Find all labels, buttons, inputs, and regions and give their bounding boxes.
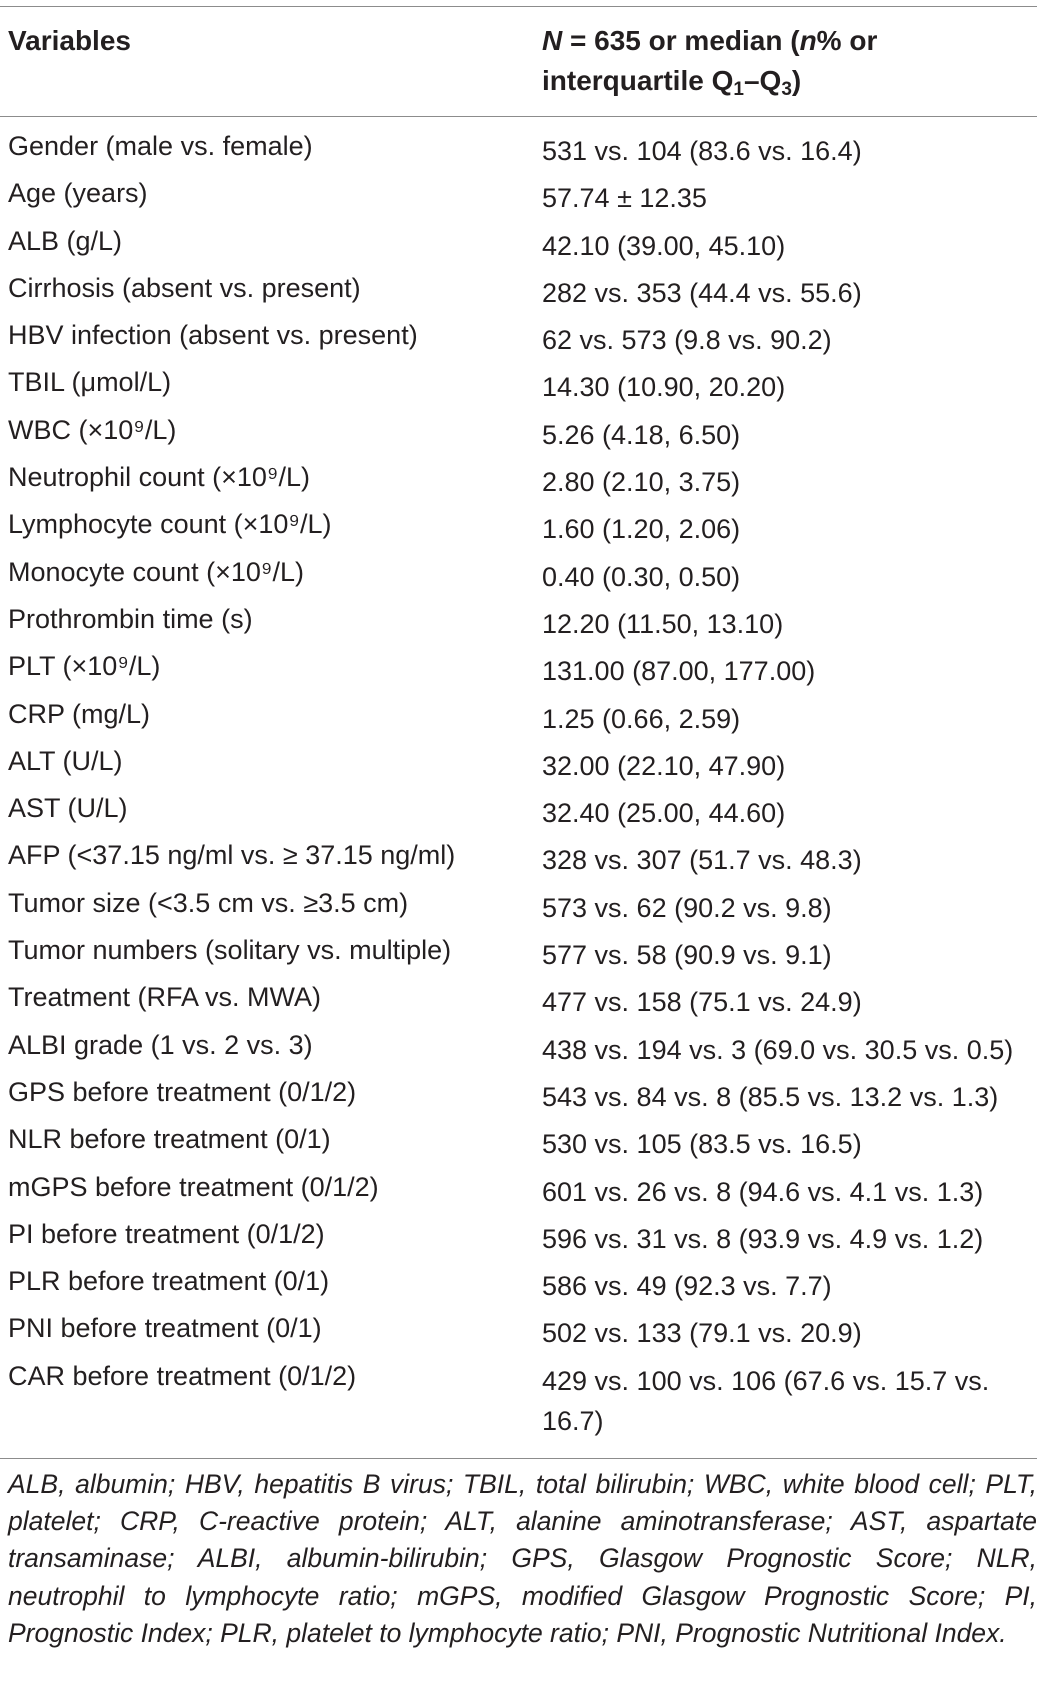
- table-row: [0, 696, 1043, 743]
- table-row: [0, 128, 1043, 175]
- row-variable: WBC (×10⁹/L): [8, 414, 177, 445]
- row-value: 12.20 (11.50, 13.10): [542, 608, 784, 639]
- table-row: [0, 1263, 1043, 1310]
- table-row: [0, 1121, 1043, 1168]
- row-variable: NLR before treatment (0/1): [8, 1124, 331, 1155]
- row-value: 596 vs. 31 vs. 8 (93.9 vs. 4.9 vs. 1.2): [542, 1223, 984, 1254]
- row-variable: Tumor numbers (solitary vs. multiple): [8, 935, 452, 966]
- row-value: 32.40 (25.00, 44.60): [542, 798, 786, 829]
- row-variable: ALBI grade (1 vs. 2 vs. 3): [8, 1029, 313, 1060]
- row-value: 429 vs. 100 vs. 106 (67.6 vs. 15.7 vs. 16.7): [542, 1365, 990, 1436]
- table-row: [0, 554, 1043, 601]
- row-value: 14.30 (10.90, 20.20): [542, 372, 786, 403]
- table-row: [0, 506, 1043, 553]
- row-variable: PI before treatment (0/1/2): [8, 1218, 325, 1249]
- row-variable: PNI before treatment (0/1): [8, 1313, 322, 1344]
- row-value: 131.00 (87.00, 177.00): [542, 656, 816, 687]
- table-row: [0, 601, 1043, 648]
- table-top-rule: [0, 6, 1037, 7]
- row-value: 502 vs. 133 (79.1 vs. 20.9): [542, 1318, 862, 1349]
- table-row: [0, 1074, 1043, 1121]
- row-value: 543 vs. 84 vs. 8 (85.5 vs. 13.2 vs. 1.3): [542, 1081, 999, 1112]
- row-variable: PLR before treatment (0/1): [8, 1266, 330, 1297]
- table-row: [0, 459, 1043, 506]
- row-variable: CAR before treatment (0/1/2): [8, 1360, 357, 1391]
- row-value: 1.25 (0.66, 2.59): [542, 703, 741, 734]
- row-value: 5.26 (4.18, 6.50): [542, 419, 741, 450]
- table-row: [0, 223, 1043, 270]
- row-value: 1.60 (1.20, 2.06): [542, 514, 741, 545]
- table-row: [0, 837, 1043, 884]
- row-value: 282 vs. 353 (44.4 vs. 55.6): [542, 277, 862, 308]
- row-variable: PLT (×10⁹/L): [8, 651, 161, 682]
- table-row: [0, 648, 1043, 695]
- row-variable: TBIL (μmol/L): [8, 367, 172, 398]
- table-row: [0, 175, 1043, 222]
- row-value: 0.40 (0.30, 0.50): [542, 561, 741, 592]
- table-row: [0, 979, 1043, 1026]
- header-values-line1: N = 635 or median (n% or: [542, 25, 878, 56]
- row-value: 601 vs. 26 vs. 8 (94.6 vs. 4.1 vs. 1.3): [542, 1176, 984, 1207]
- table-row: [0, 932, 1043, 979]
- row-value: 2.80 (2.10, 3.75): [542, 467, 741, 498]
- row-value: 586 vs. 49 (92.3 vs. 7.7): [542, 1271, 832, 1302]
- row-variable: Treatment (RFA vs. MWA): [8, 982, 322, 1013]
- row-value: 531 vs. 104 (83.6 vs. 16.4): [542, 136, 862, 166]
- table-row: [0, 364, 1043, 411]
- row-variable: Lymphocyte count (×10⁹/L): [8, 509, 332, 540]
- row-variable: HBV infection (absent vs. present): [8, 320, 418, 351]
- row-value: 32.00 (22.10, 47.90): [542, 750, 786, 781]
- table-row: [0, 743, 1043, 790]
- row-value: 577 vs. 58 (90.9 vs. 9.1): [542, 940, 832, 971]
- row-variable: Cirrhosis (absent vs. present): [8, 272, 361, 303]
- table-header-rule: [0, 116, 1037, 117]
- table-bottom-rule: [0, 1458, 1037, 1459]
- table-row: [0, 1027, 1043, 1074]
- row-variable: Tumor size (<3.5 cm vs. ≥3.5 cm): [8, 887, 409, 918]
- row-variable: mGPS before treatment (0/1/2): [8, 1171, 379, 1202]
- row-value: 42.10 (39.00, 45.10): [542, 230, 786, 261]
- row-variable: ALB (g/L): [8, 225, 123, 256]
- table-row: [0, 790, 1043, 837]
- header-variables: Variables: [8, 25, 131, 56]
- row-value: 530 vs. 105 (83.5 vs. 16.5): [542, 1129, 862, 1160]
- row-variable: AST (U/L): [8, 793, 128, 824]
- row-variable: AFP (<37.15 ng/ml vs. ≥ 37.15 ng/ml): [8, 840, 456, 871]
- row-variable: Age (years): [8, 178, 148, 209]
- row-value: 573 vs. 62 (90.2 vs. 9.8): [542, 892, 832, 923]
- table-body: [0, 128, 1043, 1453]
- header-values: [542, 21, 1032, 101]
- table-row: [0, 885, 1043, 932]
- row-value: 328 vs. 307 (51.7 vs. 48.3): [542, 845, 862, 876]
- table-footnote: ALB, albumin; HBV, hepatitis B virus; TBIL, total bilirubin; WBC, white blood cell; PLT, platelet; CRP, C-reactive protein; ALT, alanine aminotransferase; AST, aspartate transaminase; ALBI, albumin-bilirubin; GPS, Glasgow Prognostic Score; NLR, neutrophil to lymphocyte ratio; mGPS, modified Glasgow Prognostic Score; PI, Prognostic Index; PLR, platelet to lymphocyte ratio; PNI, Prognostic Nutritional Index.: [8, 1469, 1037, 1648]
- row-value: 62 vs. 573 (9.8 vs. 90.2): [542, 325, 832, 356]
- row-value: 477 vs. 158 (75.1 vs. 24.9): [542, 987, 862, 1018]
- row-value: 57.74 ± 12.35: [542, 183, 707, 214]
- row-variable: Monocyte count (×10⁹/L): [8, 556, 304, 587]
- row-variable: Prothrombin time (s): [8, 603, 253, 634]
- row-variable: CRP (mg/L): [8, 698, 151, 729]
- header-values-line2: interquartile $Q_1-Q_3$): [542, 65, 802, 100]
- row-variable: ALT (U/L): [8, 745, 123, 776]
- table-row: [0, 317, 1043, 364]
- row-variable: GPS before treatment (0/1/2): [8, 1076, 357, 1107]
- table-row: [0, 1358, 1043, 1453]
- table-row: [0, 1169, 1043, 1216]
- table-row: [0, 1216, 1043, 1263]
- row-variable: Neutrophil count (×10⁹/L): [8, 462, 310, 493]
- table-row: [0, 412, 1043, 459]
- row-variable: Gender (male vs. female): [8, 131, 313, 161]
- row-value: 438 vs. 194 vs. 3 (69.0 vs. 30.5 vs. 0.5): [542, 1034, 1014, 1065]
- table-row: [0, 270, 1043, 317]
- table-row: [0, 1310, 1043, 1357]
